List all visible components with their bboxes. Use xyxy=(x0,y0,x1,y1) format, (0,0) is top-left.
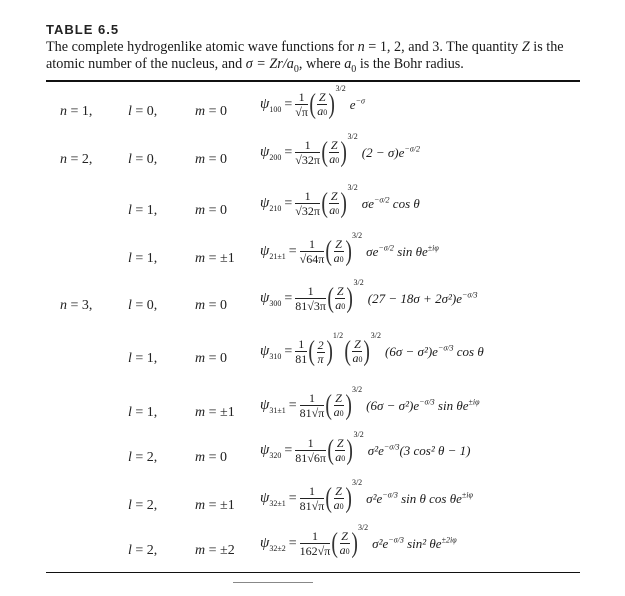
left-paren: ( xyxy=(331,528,339,559)
radial-angular-factor xyxy=(366,398,479,413)
quantum-symbol: l xyxy=(128,152,132,167)
z-symbol: Z xyxy=(335,484,342,498)
coefficient-fraction xyxy=(300,529,331,559)
coefficient-fraction xyxy=(295,436,326,466)
factor-base: σ²e xyxy=(372,536,389,552)
psi-symbol: ψ xyxy=(260,144,270,161)
radial-angular-factor xyxy=(368,291,478,306)
quantum-m: m = 0 xyxy=(195,298,228,313)
z-over-a0 xyxy=(317,91,327,119)
psi-subscript: 200 xyxy=(269,153,282,163)
quantum-symbol: m xyxy=(195,351,206,366)
radial-angular-factor xyxy=(366,491,473,506)
quantum-l: l = 0, xyxy=(128,152,158,167)
radial-angular-factor xyxy=(350,97,365,112)
power-exponent: 3/2 xyxy=(353,430,364,439)
factor-exponent: −σ xyxy=(355,96,365,106)
radial-angular-factor xyxy=(368,443,471,458)
quantum-l: l = 1, xyxy=(128,203,158,218)
power-exponent: 3/2 xyxy=(357,523,369,532)
a-subscript: 0 xyxy=(339,255,344,264)
coefficient-denominator: 81√3π xyxy=(295,299,326,313)
coefficient-numerator: 1 xyxy=(300,391,325,406)
psi-subscript: 100 xyxy=(269,105,282,115)
bottom-rule xyxy=(46,572,580,573)
quantum-symbol: m xyxy=(195,498,206,513)
coefficient-denominator: 162√π xyxy=(299,544,331,558)
coefficient-denominator: √32π xyxy=(295,153,320,167)
quantum-symbol: m xyxy=(195,543,206,558)
a0-symbol xyxy=(329,153,339,167)
z-over-a0 xyxy=(329,190,339,218)
right-paren: ) xyxy=(325,336,333,367)
coefficient-fraction xyxy=(300,237,325,267)
left-paren: ( xyxy=(325,483,333,514)
left-paren: ( xyxy=(321,137,328,168)
a0-symbol xyxy=(352,352,362,366)
angular-part: sin θ cos θe xyxy=(397,491,462,507)
factor-base: (27 − 18σ + 2σ²)e xyxy=(367,291,462,307)
angular-exponent: ±iφ xyxy=(427,243,439,253)
z-over-a0 xyxy=(352,338,362,366)
quantum-m: m = ±2 xyxy=(195,543,235,558)
quantum-m: m = ±1 xyxy=(195,405,235,420)
z-symbol: Z xyxy=(318,90,326,104)
quantum-symbol: m xyxy=(195,104,206,119)
quantum-l: l = 1, xyxy=(128,251,158,266)
psi-symbol: ψ xyxy=(260,290,270,307)
coefficient-fraction xyxy=(295,337,307,367)
page-edge-line xyxy=(233,582,313,583)
factor-base: σe xyxy=(361,196,374,212)
quantum-m: m = ±1 xyxy=(195,498,235,513)
table-caption: The complete hydrogenlike atomic wave functions for n = 1, 2, and 3. The quantity Z is the atomic number of the nucleus, and $\sigma = Zr/a_0$, where $a_0$ is the Bohr radius. xyxy=(46,39,564,75)
factor-exponent: −σ/3 xyxy=(382,490,398,500)
a-letter: a xyxy=(335,450,342,464)
radial-angular-factor xyxy=(362,145,420,160)
coefficient-numerator: 1 xyxy=(300,484,325,499)
factor-exponent: −σ/3 xyxy=(437,343,454,353)
quantum-symbol: l xyxy=(128,203,132,218)
wavefunction-expression xyxy=(260,132,420,168)
power-exponent: 3/2 xyxy=(335,84,346,93)
psi-subscript: 32±1 xyxy=(269,499,286,509)
psi-subscript: 210 xyxy=(269,204,282,214)
quantum-symbol: l xyxy=(128,104,132,119)
right-paren: ) xyxy=(328,89,336,120)
a-letter: a xyxy=(333,251,340,265)
psi-symbol: ψ xyxy=(260,535,270,552)
quantum-symbol: m xyxy=(195,251,206,266)
quantum-m: m = 0 xyxy=(195,450,228,465)
psi-symbol: ψ xyxy=(260,195,270,212)
quantum-l: l = 2, xyxy=(128,543,158,558)
equals-sign: = xyxy=(288,536,297,552)
angular-exponent: ±iφ xyxy=(468,397,480,407)
z-over-a0 xyxy=(329,139,339,167)
equals-sign: = xyxy=(284,344,293,360)
coefficient-numerator: 1 xyxy=(295,189,320,204)
power-exponent: 3/2 xyxy=(370,331,382,340)
factor-exponent: −σ/2 xyxy=(373,195,390,205)
right-paren: ) xyxy=(351,528,358,559)
quantum-n: n = 3, xyxy=(60,298,93,313)
coefficient-denominator: √π xyxy=(295,105,308,119)
quantum-n: n = 2, xyxy=(60,152,93,167)
coefficient-fraction xyxy=(300,391,325,421)
equals-sign: = xyxy=(284,97,293,113)
quantum-m: m = 0 xyxy=(195,351,228,366)
angular-exponent: ±2iφ xyxy=(441,535,457,545)
quantum-l: l = 0, xyxy=(128,298,158,313)
a-subscript: 0 xyxy=(323,108,328,117)
coefficient-numerator: 1 xyxy=(295,138,320,153)
quantum-symbol: l xyxy=(128,405,132,420)
angular-part: sin² θe xyxy=(403,536,442,552)
a-letter: a xyxy=(333,498,340,512)
quantum-symbol: l xyxy=(128,251,132,266)
coefficient-denominator: 81 xyxy=(295,352,308,366)
factor-base: (2 − σ)e xyxy=(361,145,405,161)
a0-symbol xyxy=(334,252,344,266)
psi-symbol: ψ xyxy=(260,243,270,260)
angular-part: sin θe xyxy=(434,398,469,414)
quantum-symbol: n xyxy=(60,298,67,313)
a0-symbol xyxy=(329,204,339,218)
right-paren: ) xyxy=(340,137,348,168)
z-symbol: Z xyxy=(336,284,344,298)
mid-denominator: π xyxy=(317,351,324,366)
angular-exponent: ±iφ xyxy=(461,490,473,500)
power-exponent: 3/2 xyxy=(347,183,358,192)
z-over-a0 xyxy=(334,485,344,513)
coefficient-denominator: 81√π xyxy=(299,406,325,420)
psi-subscript: 21±1 xyxy=(269,252,286,262)
z-over-a0 xyxy=(340,530,350,558)
coefficient-fraction xyxy=(295,138,320,168)
coefficient-fraction xyxy=(295,189,320,219)
equals-sign: = xyxy=(284,196,293,212)
equals-sign: = xyxy=(288,491,297,507)
quantum-m: m = 0 xyxy=(195,104,228,119)
coefficient-numerator: 1 xyxy=(295,436,326,451)
psi-symbol: ψ xyxy=(260,343,270,360)
coefficient-denominator: √64π xyxy=(299,252,325,266)
factor-base: (6σ − σ²)e xyxy=(366,398,420,414)
wavefunction-expression xyxy=(260,231,439,267)
quantum-m: m = 0 xyxy=(195,152,228,167)
a-subscript: 0 xyxy=(339,409,344,418)
quantum-l: l = 1, xyxy=(128,351,158,366)
coefficient-numerator: 1 xyxy=(295,337,307,352)
wavefunction-expression xyxy=(260,331,484,367)
equals-sign: = xyxy=(284,145,293,161)
factor-base: σe xyxy=(366,244,379,260)
power-exponent: 3/2 xyxy=(351,231,363,240)
angular-part: sin θe xyxy=(393,244,428,260)
factor-base: e xyxy=(349,97,356,113)
coefficient-fraction xyxy=(300,484,325,514)
a-letter: a xyxy=(329,152,336,166)
radial-angular-factor xyxy=(366,244,439,259)
z-symbol: Z xyxy=(330,189,338,203)
quantum-symbol: l xyxy=(128,498,132,513)
quantum-n: n = 1, xyxy=(60,104,93,119)
table-label: TABLE 6.5 xyxy=(46,22,120,37)
right-paren: ) xyxy=(345,483,352,514)
a-letter: a xyxy=(335,298,342,312)
a0-symbol xyxy=(335,451,345,465)
quantum-symbol: l xyxy=(128,450,132,465)
psi-symbol: ψ xyxy=(260,96,270,113)
a0-symbol xyxy=(340,544,350,558)
left-paren: ( xyxy=(309,89,316,120)
equals-sign: = xyxy=(288,244,297,260)
equals-sign: = xyxy=(284,291,293,307)
z-over-a0 xyxy=(334,392,344,420)
equals-sign: = xyxy=(284,443,293,459)
power-exponent: 3/2 xyxy=(351,385,363,394)
coefficient-numerator: 1 xyxy=(295,90,308,105)
wavefunction-expression xyxy=(260,183,420,219)
left-paren: ( xyxy=(308,336,316,367)
a-subscript: 0 xyxy=(335,156,340,165)
z-over-a0 xyxy=(335,285,345,313)
psi-subscript: 310 xyxy=(269,352,282,362)
psi-symbol: ψ xyxy=(260,397,270,414)
psi-subscript: 300 xyxy=(269,299,282,309)
z-over-a0 xyxy=(334,238,344,266)
a-subscript: 0 xyxy=(341,454,346,463)
a-letter: a xyxy=(339,543,346,557)
wavefunction-expression xyxy=(260,430,471,466)
mid-exponent: 1/2 xyxy=(332,331,344,340)
coefficient-denominator: 81√π xyxy=(299,499,325,513)
radial-angular-factor xyxy=(362,196,420,211)
top-rule xyxy=(46,80,580,82)
factor-exponent: −σ/3 xyxy=(419,397,435,407)
left-paren: ( xyxy=(327,435,334,466)
quantum-l: l = 0, xyxy=(128,104,158,119)
coefficient-denominator: 81√6π xyxy=(295,451,326,465)
a0-symbol xyxy=(334,406,344,420)
coefficient-fraction xyxy=(295,90,308,120)
quantum-symbol: l xyxy=(128,298,132,313)
a-subscript: 0 xyxy=(358,355,363,364)
radial-angular-factor xyxy=(385,344,484,359)
right-paren: ) xyxy=(346,435,354,466)
power-exponent: 3/2 xyxy=(347,132,358,141)
factor-exponent: −σ/2 xyxy=(404,144,420,154)
z-over-a0 xyxy=(335,437,345,465)
factor-base: σ²e xyxy=(366,491,383,507)
left-paren: ( xyxy=(325,236,333,267)
psi-symbol: ψ xyxy=(260,442,270,459)
a-subscript: 0 xyxy=(345,547,350,556)
right-paren: ) xyxy=(345,390,352,421)
z-symbol: Z xyxy=(335,237,342,251)
quantum-l: l = 2, xyxy=(128,498,158,513)
psi-subscript: 31±1 xyxy=(269,406,286,416)
right-paren: ) xyxy=(363,336,371,367)
right-paren: ) xyxy=(346,283,354,314)
coefficient-numerator: 1 xyxy=(300,529,331,544)
a-letter: a xyxy=(317,104,324,118)
right-paren: ) xyxy=(340,188,348,219)
quantum-symbol: l xyxy=(128,351,132,366)
a-subscript: 0 xyxy=(341,302,346,311)
quantum-symbol: m xyxy=(195,450,206,465)
a0-symbol xyxy=(335,299,345,313)
z-symbol: Z xyxy=(330,138,338,152)
mid-fraction xyxy=(317,339,325,366)
factor-exponent: −σ/3 xyxy=(388,535,404,545)
wavefunction-expression xyxy=(260,278,478,314)
right-paren: ) xyxy=(345,236,352,267)
coefficient-fraction xyxy=(295,284,326,314)
left-paren: ( xyxy=(325,390,333,421)
factor-exponent: −σ/3 xyxy=(461,290,478,300)
a0-symbol xyxy=(317,105,327,119)
a-letter: a xyxy=(333,405,340,419)
left-paren: ( xyxy=(344,336,352,367)
wavefunction-expression xyxy=(260,385,480,421)
mid-numerator: 2 xyxy=(317,337,324,352)
a0-symbol xyxy=(334,499,344,513)
left-paren: ( xyxy=(327,283,334,314)
angular-part: cos θ xyxy=(453,344,484,360)
angular-part: cos θ xyxy=(389,196,420,212)
psi-subscript: 32±2 xyxy=(269,544,286,554)
factor-exponent: −σ/3 xyxy=(383,442,400,452)
quantum-l: l = 1, xyxy=(128,405,158,420)
z-symbol: Z xyxy=(354,337,361,351)
power-exponent: 3/2 xyxy=(351,478,363,487)
a-letter: a xyxy=(352,351,359,365)
quantum-l: l = 2, xyxy=(128,450,158,465)
coefficient-denominator: √32π xyxy=(295,204,320,218)
quantum-m: m = ±1 xyxy=(195,251,235,266)
a-subscript: 0 xyxy=(335,207,340,216)
coefficient-numerator: 1 xyxy=(300,237,325,252)
left-paren: ( xyxy=(321,188,328,219)
quantum-symbol: m xyxy=(195,405,206,420)
quantum-symbol: n xyxy=(60,152,67,167)
a-subscript: 0 xyxy=(339,502,344,511)
coefficient-numerator: 1 xyxy=(295,284,326,299)
factor-base: (6σ − σ²)e xyxy=(385,344,438,360)
quantum-symbol: m xyxy=(195,203,206,218)
psi-subscript: 320 xyxy=(269,451,282,461)
quantum-symbol: n xyxy=(60,104,67,119)
wavefunction-expression xyxy=(260,523,457,559)
z-symbol: Z xyxy=(335,391,342,405)
z-symbol: Z xyxy=(341,529,348,543)
quantum-m: m = 0 xyxy=(195,203,228,218)
wavefunction-expression xyxy=(260,84,365,120)
quantum-symbol: l xyxy=(128,543,132,558)
quantum-symbol: m xyxy=(195,298,206,313)
equals-sign: = xyxy=(288,398,297,414)
radial-angular-factor xyxy=(372,536,456,551)
wavefunction-expression xyxy=(260,478,473,514)
factor-base: σ²e xyxy=(367,443,384,459)
quantum-symbol: m xyxy=(195,152,206,167)
factor-exponent: −σ/2 xyxy=(378,243,394,253)
psi-symbol: ψ xyxy=(260,490,270,507)
angular-part: (3 cos² θ − 1) xyxy=(399,443,471,459)
power-exponent: 3/2 xyxy=(353,278,364,287)
z-symbol: Z xyxy=(336,436,344,450)
a-letter: a xyxy=(329,203,336,217)
